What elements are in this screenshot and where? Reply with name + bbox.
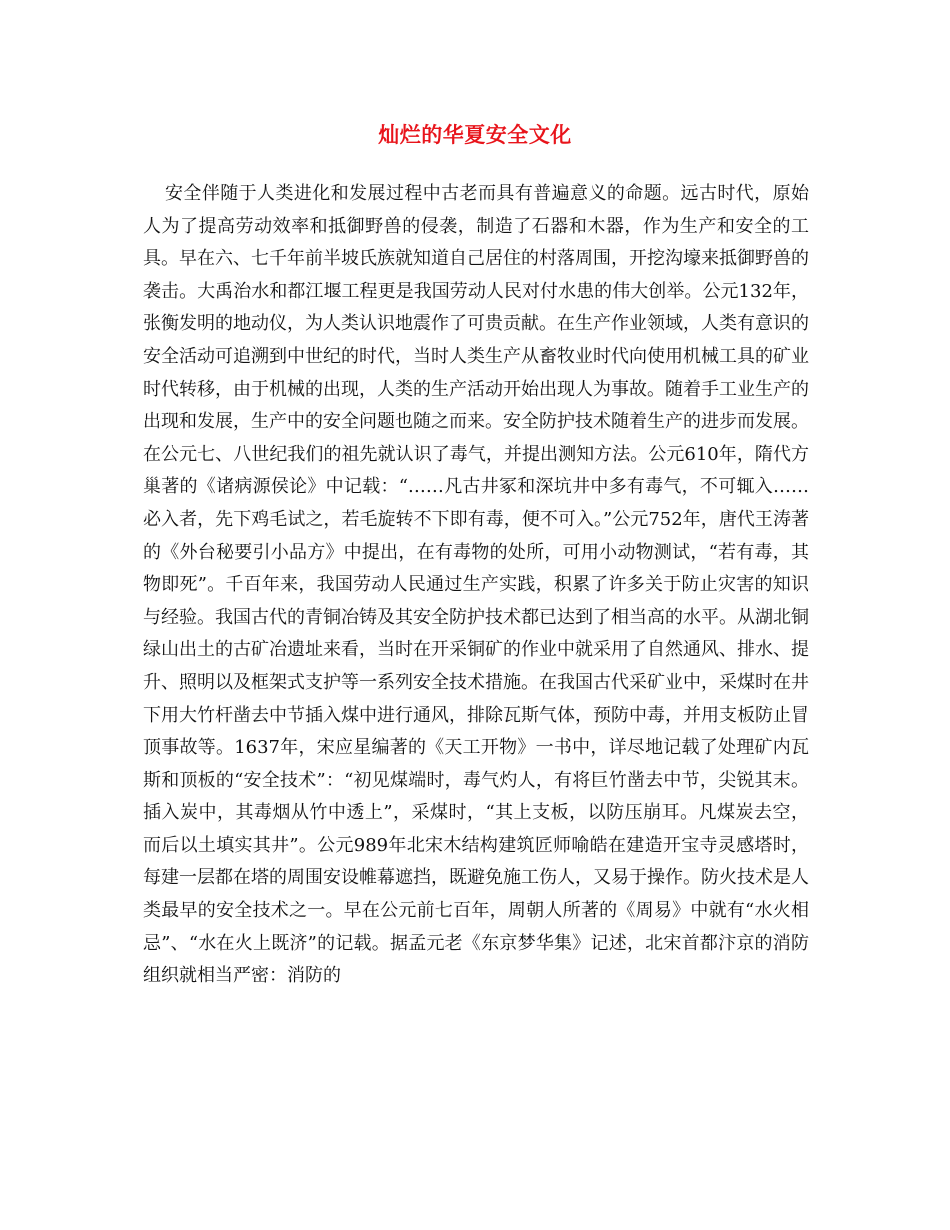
body-paragraph: 安全伴随于人类进化和发展过程中古老而具有普遍意义的命题。远古时代，原始人为了提高劳动效率和抵御野兽的侵袭，制造了石器和木器，作为生产和安全的工具。早在六、七千年前半坡氏族就知道自己居住的村落周围，开挖沟壕来抵御野兽的袭击。大禹治水和都江堰工程更是我国劳动人民对付水患的伟大创举。公元132年，张衡发明的地动仪，为人类认识地震作了可贵贡献。在生产作业领域，人类有意识的安全活动可追溯到中世纪的时代，当时人类生产从畜牧业时代向使用机械工具的矿业时代转移，由于机械的出现，人类的生产活动开始出现人为事故。随着手工业生产的出现和发展，生产中的安全问题也随之而来。安全防护技术随着生产的进步而发展。在公元七、八世纪我们的祖先就认识了毒气，并提出测知方法。公元610年，隋代方巢著的《诸病源侯论》中记载：“……凡古井冢和深坑井中多有毒气，不可辄入……必入者，先下鸡毛试之，若毛旋转不下即有毒，便不可入。”公元752年，唐代王涛著的《外台秘要引小品方》中提出，在有毒物的处所，可用小动物测试，“若有毒，其物即死”。千百年来，我国劳动人民通过生产实践，积累了许多关于防止灾害的知识与经验。我国古代的青铜冶铸及其安全防护技术都已达到了相当高的水平。从湖北铜绿山出土的古矿冶遗址来看，当时在开采铜矿的作业中就采用了自然通风、排水、提升、照明以及框架式支护等一系列安全技术措施。在我国古代采矿业中，采煤时在井下用大竹杆凿去中节插入煤中进行通风，排除瓦斯气体，预防中毒，并用支板防止冒顶事故等。1637年，宋应星编著的《天工开物》一书中，详尽地记载了处理矿内瓦斯和顶板的“安全技术”：“初见煤端时，毒气灼人，有将巨竹凿去中节，尖锐其末。插入炭中，其毒烟从竹中透上”，采煤时，“其上支板，以防压崩耳。凡煤炭去空，而后以土填实其井”。公元989年北宋木结构建筑匠师喻皓在建造开宝寺灵感塔时，每建一层都在塔的周围安设帷幕遮挡，既避免施工伤人，又易于操作。防火技术是人类最早的安全技术之一。早在公元前七百年，周朝人所著的《周易》中就有“水火相忌”、“水在火上既济”的记载。据孟元老《东京梦华集》记述，北宋首都汴京的消防组织就相当严密：消防的: [143, 183, 809, 987]
document-title: 灿烂的华夏安全文化: [378, 122, 572, 147]
